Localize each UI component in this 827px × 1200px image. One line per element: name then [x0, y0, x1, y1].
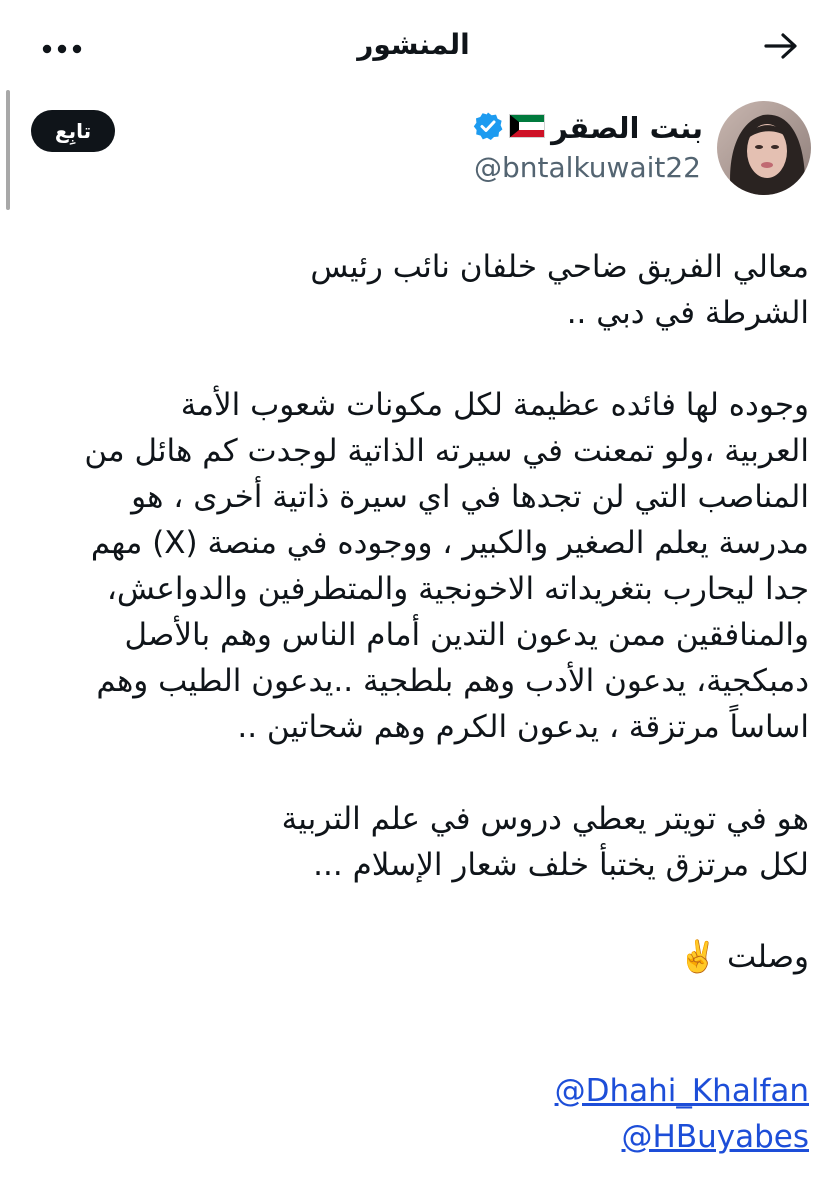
mention-link[interactable]: @HBuyabes — [621, 1119, 809, 1155]
post-paragraph — [30, 382, 809, 750]
post-line: وصلت ✌️ — [678, 939, 809, 975]
post-paragraph — [30, 934, 809, 980]
post-line: الشرطة في دبي .. — [566, 295, 809, 331]
author-name-row — [473, 108, 703, 148]
avatar[interactable] — [717, 101, 811, 195]
post-paragraph — [30, 244, 809, 336]
post-line: وجوده لها فائده عظيمة لكل مكونات شعوب الأمة — [180, 387, 809, 423]
post-line: المناصب التي لن تجدها في اي سيرة ذاتية أخرى ، هو — [131, 479, 809, 515]
verified-badge-icon — [473, 111, 503, 145]
scroll-indicator[interactable] — [6, 90, 10, 210]
post-line: معالي الفريق ضاحي خلفان نائب رئيس — [310, 249, 809, 285]
post-line: لكل مرتزق يختبأ خلف شعار الإسلام ... — [313, 847, 809, 883]
arrow-right-icon — [764, 32, 798, 64]
page-title: المنشور — [357, 28, 470, 61]
author-handle[interactable]: @bntalkuwait22 — [474, 151, 701, 184]
post-text — [30, 244, 809, 1026]
post-line: هو في تويتر يعطي دروس في علم التربية — [281, 801, 809, 837]
post-line: جدا ليحارب بتغريداته الاخونجية والمتطرفين والدواعش، — [106, 571, 809, 607]
post-line: مدرسة يعلم الصغير والكبير ، ووجوده في منصة (X) مهم — [90, 525, 809, 561]
kuwait-flag-icon — [509, 114, 545, 142]
post-line: العربية ،ولو تمعنت في سيرته الذاتية لوجدت كم هائل من — [84, 433, 809, 469]
post-line: والمنافقين ممن يدعون التدين أمام الناس وهم بالأصل — [124, 617, 809, 653]
follow-button[interactable]: تابِع — [31, 110, 115, 152]
author-name[interactable]: بنت الصقر — [551, 111, 703, 145]
post-line: دمبكجية، يدعون الأدب وهم بلطجية ..يدعون الطيب وهم — [96, 663, 809, 699]
post-line: اساساً مرتزقة ، يدعون الكرم وهم شحاتين .. — [237, 709, 809, 745]
back-button[interactable] — [761, 30, 801, 66]
mentions — [555, 1068, 809, 1160]
post-paragraph — [30, 796, 809, 888]
post-header — [0, 0, 827, 95]
mention-link[interactable]: @Dhahi_Khalfan — [554, 1073, 809, 1109]
